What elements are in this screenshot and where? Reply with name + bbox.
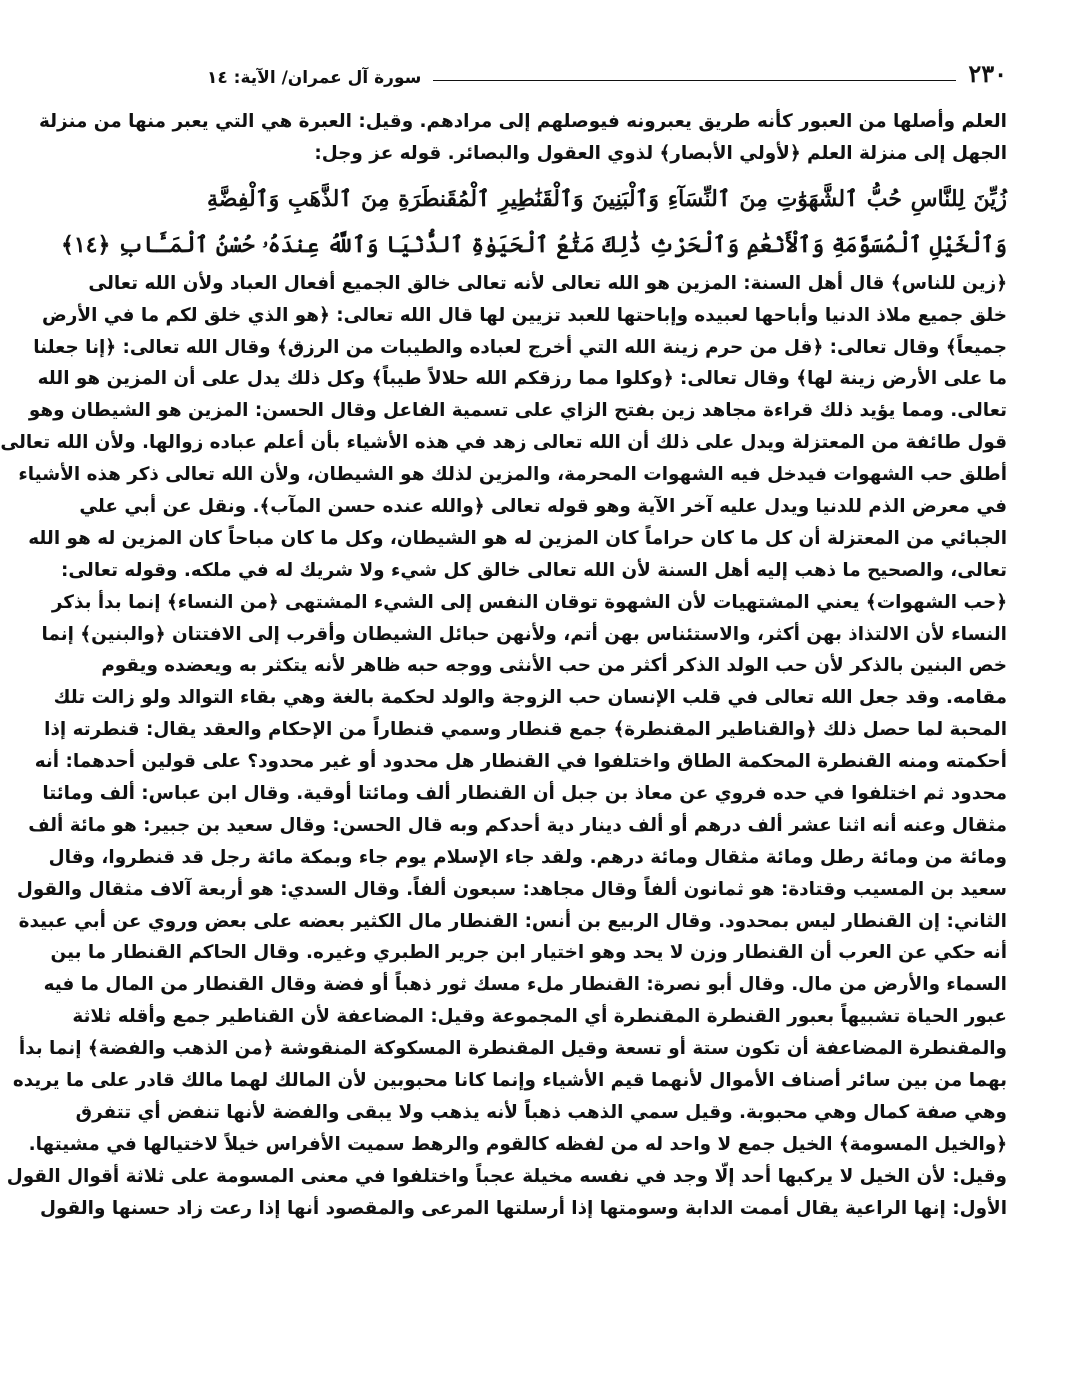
text-line: تعالى، والصحيح ما ذهب إليه أهل السنة لأن الله تعالى خالق كل شيء ولا شريك له في ملكه. وقوله تعالى: — [60, 559, 1007, 581]
page-number: ٢٣٠ — [968, 59, 1007, 88]
text-line: قول طائفة من المعتزلة ويدل على ذلك أن الله تعالى زهد في هذه الأشياء بأن أعلم عباده زوالها. ولأن الله تعالى — [0, 432, 1007, 454]
text-line: السماء والأرض من مال. وقال أبو نصرة: القنطار ملء مسك ثور ذهباً أو فضة وقال القنطار من المال ما فيه — [43, 974, 1007, 996]
text-line: بهما من بين سائر أصناف الأموال لأنهما قيم الأشياء وإنما كانا محبوبين لأن المالك لهما مالك قادر على ما يريده — [12, 1070, 1007, 1092]
text-line: أحكمته ومنه القنطرة المحكمة الطاق واختلفوا في القنطار هل محدود أو غير محدود؟ على قولين أحدهما: أنه — [34, 751, 1007, 773]
text-line: ومائة من ومائة رطل ومائة مثقال ومائة درهم. ولقد جاء الإسلام يوم جاء وبمكة مائة رجل قد قنطروا، وقال — [48, 846, 1007, 868]
text-line: مثقال وعنه أنه اثنا عشر ألف درهم أو ألف دينار دية أحدكم وبه قال الحسن: وقال سعيد بن جبير: هو مائة ألف — [28, 814, 1007, 836]
text-line: والمقنطرة المضاعفة أن تكون ستة أو تسعة وقيل المقنطرة المسكوكة المنقوشة ﴿من الذهب والفضة﴾ إنما بدأ — [18, 1038, 1007, 1060]
text-line: النساء لأن الالتذاذ بهن أكثر، والاستئناس بهن أتم، ولأنهن حبائل الشيطان وأقرب إلى الافتتان ﴿والبنين﴾ إنما — [41, 623, 1007, 645]
text-line: ﴿والخيل المسومة﴾ الخيل جمع لا واحد له من لفظه كالقوم والرهط سميت الأفراس خيلاً لاختيالها في مشيتها. — [28, 1133, 1007, 1155]
text-line: عبور الحياة تشبيهاً بعبور القنطرة المقنطرة أي المجموعة وقيل: المضاعفة لأن القناطير جمع وأقله ثلاثة — [72, 1006, 1007, 1028]
quran-verse-line: زُيِّنَ لِلنَّاسِ حُبُّ ٱلشَّهَوَٰتِ مِنَ ٱلنِّسَآءِ وَٱلْبَنِينَ وَٱلْقَنَٰطِيرِ ٱلْمُقَنطَرَةِ مِنَ ٱلذَّهَبِ وَٱلْفِضَّةِ — [207, 185, 1007, 212]
text-line: تعالى. ومما يؤيد ذلك قراءة مجاهد زين بفتح الزاي على تسمية الفاعل وقال الحسن: المزين هو الشيطان وهو — [28, 400, 1007, 422]
quran-verse-line: وَٱلْخَيْلِ ٱلْمُسَوَّمَةِ وَٱلْأَنْعَٰمِ وَٱلْحَرْثِ ذَٰلِكَ مَتَٰعُ ٱلْحَيَوٰةِ ٱلدُّنْيَا وَٱللَّهُ عِندَهُۥ حُسْنُ ٱلْمَـَٔابِ ﴿١٤﴾ — [60, 231, 1007, 258]
text-line: ﴿حب الشهوات﴾ يعني المشتهيات لأن الشهوة توقان النفس إلى الشيء المشتهى ﴿من النساء﴾ إنما بدأ بذكر — [51, 591, 1007, 613]
text-line: جميعاً﴾ وقال تعالى: ﴿قل من حرم زينة الله التي أخرج لعباده والطيبات من الرزق﴾ وقال الله تعالى: ﴿إنا جعلنا — [33, 336, 1007, 358]
text-line: الجهل إلى منزلة العلم ﴿لأولي الأبصار﴾ لذوي العقول والبصائر. قوله عز وجل: — [314, 142, 1007, 164]
text-line: خلق جميع ملاذ الدنيا وأباحها لعبيده وإباحتها للعبد تزيين لها قال الله تعالى: ﴿هو الذي خلق لكم ما في الأرض — [42, 304, 1007, 326]
header-rule — [433, 80, 956, 81]
text-line: خص البنين بالذكر لأن حب الولد الذكر أكثر من حب الأنثى ووجه حبه ظاهر لأنه يتكثر به ويعضده ويقوم — [101, 655, 1007, 677]
text-line: أطلق حب الشهوات فيدخل فيه الشهوات المحرمة، والمزين لذلك هو الشيطان، ولأن الله تعالى ذكر هذه الأشياء — [18, 464, 1007, 486]
text-line: العلم وأصلها من العبور كأنه طريق يعبرونه فيوصلهم إلى مرادهم. وقيل: العبرة هي التي يعبر منها من منزلة — [39, 111, 1007, 132]
text-line: أنه حكي عن العرب أن القنطار وزن لا يحد وهو اختيار ابن جرير الطبري وغيره. وقال الحاكم القنطار ما بين — [50, 942, 1007, 964]
text-line: مقامه. وقد جعل الله تعالى في قلب الإنسان حب الزوجة والولد لحكمة بالغة وهي بقاء التوالد ولو زالت تلك — [53, 687, 1007, 709]
surah-reference: سورة آل عمران/ الآية: ١٤ — [207, 68, 422, 88]
text-line: الثاني: إن القنطار ليس بمحدود. وقال الربيع بن أنس: القنطار مال الكثير بعضه على بعض وروي عن أبي عبيدة — [18, 910, 1007, 932]
text-line: في معرض الذم للدنيا ويدل عليه آخر الآية وهو قوله تعالى ﴿والله عنده حسن المآب﴾. ونقل عن أبي علي — [79, 496, 1007, 518]
text-line: الجبائي من المعتزلة أن كل ما كان حراماً كان المزين له هو الشيطان، وكل ما كان مباحاً كان المزين له هو الله — [28, 527, 1007, 549]
text-line: ما على الأرض زينة لها﴾ وقال تعالى: ﴿وكلوا مما رزقكم الله حلالاً طيباً﴾ وكل ذلك يدل على أن المزين هو الله — [37, 368, 1007, 390]
page-header — [207, 59, 1007, 88]
text-line: وقيل: لأن الخيل لا يركبها أحد إلّا وجد في نفسه مخيلة عجباً واختلفوا في معنى المسومة على ثلاثة أقوال القول — [6, 1165, 1007, 1187]
text-line: ﴿زين للناس﴾ قال أهل السنة: المزين هو الله تعالى لأنه تعالى خالق الجميع أفعال العباد ولأن الله تعالى — [88, 272, 1007, 294]
text-line: محدود ثم اختلفوا في حده فروي عن معاذ بن جبل أن القنطار ألف ومائتا أوقية. وقال ابن عباس: ألف ومائتا — [42, 783, 1007, 805]
text-line: المحبة لما حصل ذلك ﴿والقناطير المقنطرة﴾ جمع قنطار وسمي قنطاراً من الإحكام والعقد يقال: قنطرته إذا — [44, 719, 1007, 741]
text-line: سعيد بن المسيب وقتادة: هو ثمانون ألفاً وقال مجاهد: سبعون ألفاً. وقال السدي: هو أربعة آلاف مثقال والقول — [16, 878, 1007, 900]
text-line: الأول: إنها الراعية يقال أممت الدابة وسومتها إذا أرسلتها المرعى والمقصود أنها إذا رعت زاد حسنها والقول — [40, 1197, 1007, 1219]
page-body — [0, 106, 1007, 1225]
text-line: وهي صفة كمال وهي محبوبة. وقيل سمي الذهب ذهباً لأنه يذهب ولا يبقى والفضة لأنها تنفض أي تتفرق — [75, 1101, 1007, 1123]
